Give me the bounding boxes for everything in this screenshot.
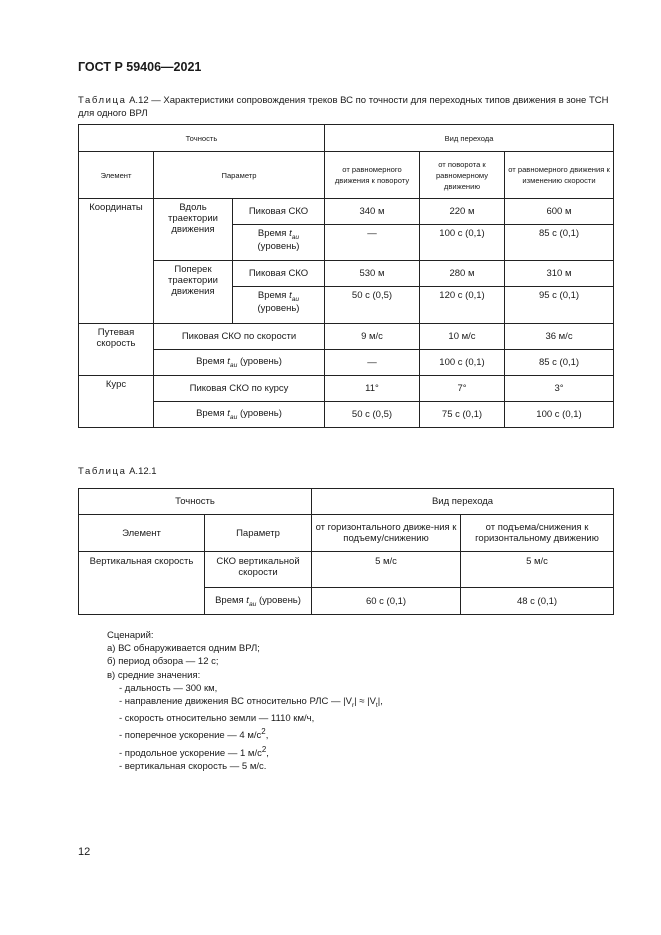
cell: 50 с (0,5): [325, 287, 420, 324]
param-peak-course: Пиковая СКО по курсу: [154, 376, 325, 402]
header-transition: Вид перехода: [312, 489, 614, 515]
subgroup-across: Поперек траектории движения: [154, 261, 233, 324]
caption-text: А.12.1: [126, 466, 157, 477]
scenario-range: - дальность — 300 км,: [119, 682, 218, 694]
cell: 36 м/с: [505, 324, 614, 350]
cell: 280 м: [420, 261, 505, 287]
cell: 340 м: [325, 199, 420, 225]
param-peak: Пиковая СКО: [233, 261, 325, 287]
cell: 3°: [505, 376, 614, 402]
param-time-level: Время $t_{au}$ (уровень): [154, 402, 325, 428]
header-parameter: Параметр: [154, 152, 325, 199]
element-course: Курс: [79, 376, 154, 428]
header-col2: от подъема/снижения к горизонтальному движению: [461, 515, 614, 552]
cell: 60 с (0,1): [312, 588, 461, 615]
header-accuracy: Точность: [79, 125, 325, 152]
header-accuracy: Точность: [79, 489, 312, 515]
cell: 85 с (0,1): [505, 350, 614, 376]
header-col3: от равномерного движения к изменению скорости: [505, 152, 614, 199]
cell: 11°: [325, 376, 420, 402]
caption-text: А.12 — Характеристики сопровождения треков ВС по точности для переходных типов движения в зоне ТСН для одного ВРЛ: [78, 95, 609, 119]
cell: 100 с (0,1): [505, 402, 614, 428]
cell: 75 с (0,1): [420, 402, 505, 428]
cell: 100 с (0,1): [420, 350, 505, 376]
param-sko-vertical: СКО вертикальной скорости: [205, 552, 312, 588]
caption-label: Таблица: [78, 95, 127, 106]
table1-caption: [78, 94, 613, 120]
element-speed: Путевая скорость: [79, 324, 154, 376]
header-element: Элемент: [79, 152, 154, 199]
header-element: Элемент: [79, 515, 205, 552]
cell: 100 с (0,1): [420, 225, 505, 261]
cell: 95 с (0,1): [505, 287, 614, 324]
header-parameter: Параметр: [205, 515, 312, 552]
header-col1: от равномерного движения к повороту: [325, 152, 420, 199]
param-peak: Пиковая СКО: [233, 199, 325, 225]
header-col2: от поворота к равномерному движению: [420, 152, 505, 199]
scenario-item-b: б) период обзора — 12 с;: [107, 656, 219, 668]
param-time: Время $t_{au}$ (уровень): [233, 225, 325, 261]
scenario-direction: - направление движения ВС относительно РЛС — $|V_r| \approx |V_t|$,: [119, 696, 383, 709]
page-number: 12: [78, 846, 91, 858]
cell: 50 с (0,5): [325, 402, 420, 428]
scenario-ground-speed: - скорость относительно земли — 1110 км/ч,: [119, 713, 315, 725]
scenario-item-c: в) средние значения:: [107, 669, 201, 681]
table2-caption: [78, 466, 157, 477]
element-coordinates: Координаты: [79, 199, 154, 324]
cell: 7°: [420, 376, 505, 402]
cell: 48 с (0,1): [461, 588, 614, 615]
scenario-lateral-accel: - поперечное ускорение — 4 $м/с^2$,: [119, 727, 269, 742]
cell: 9 м/с: [325, 324, 420, 350]
scenario-item-a: а) ВС обнаруживается одним ВРЛ;: [107, 643, 260, 655]
header-col1: от горизонтального движе-ния к подъему/снижению: [312, 515, 461, 552]
cell: 10 м/с: [420, 324, 505, 350]
param-time-level: Время $t_{au}$ (уровень): [154, 350, 325, 376]
cell: 530 м: [325, 261, 420, 287]
vertical-table: [78, 488, 614, 615]
cell: —: [325, 350, 420, 376]
cell: 120 с (0,1): [420, 287, 505, 324]
scenario-title: Сценарий:: [107, 630, 154, 641]
cell: 5 м/с: [312, 552, 461, 588]
cell: 85 с (0,1): [505, 225, 614, 261]
param-time-level: Время $t_{au}$ (уровень): [205, 588, 312, 615]
cell: 310 м: [505, 261, 614, 287]
accuracy-table: [78, 124, 614, 428]
scenario-longitudinal-accel: - продольное ускорение — 1 $м/с^2$,: [119, 744, 269, 759]
scenario-block: [107, 629, 383, 773]
cell: —: [325, 225, 420, 261]
cell: 220 м: [420, 199, 505, 225]
document-header: ГОСТ Р 59406—2021: [78, 60, 202, 74]
cell: 5 м/с: [461, 552, 614, 588]
caption-label: Таблица: [78, 466, 127, 477]
header-transition: Вид перехода: [325, 125, 614, 152]
subgroup-along: Вдоль траектории движения: [154, 199, 233, 261]
element-vertical-speed: Вертикальная скорость: [79, 552, 205, 615]
scenario-vertical-speed: - вертикальная скорость — 5 м/с.: [119, 761, 267, 773]
param-peak-speed: Пиковая СКО по скорости: [154, 324, 325, 350]
cell: 600 м: [505, 199, 614, 225]
param-time: Время $t_{au}$ (уровень): [233, 287, 325, 324]
